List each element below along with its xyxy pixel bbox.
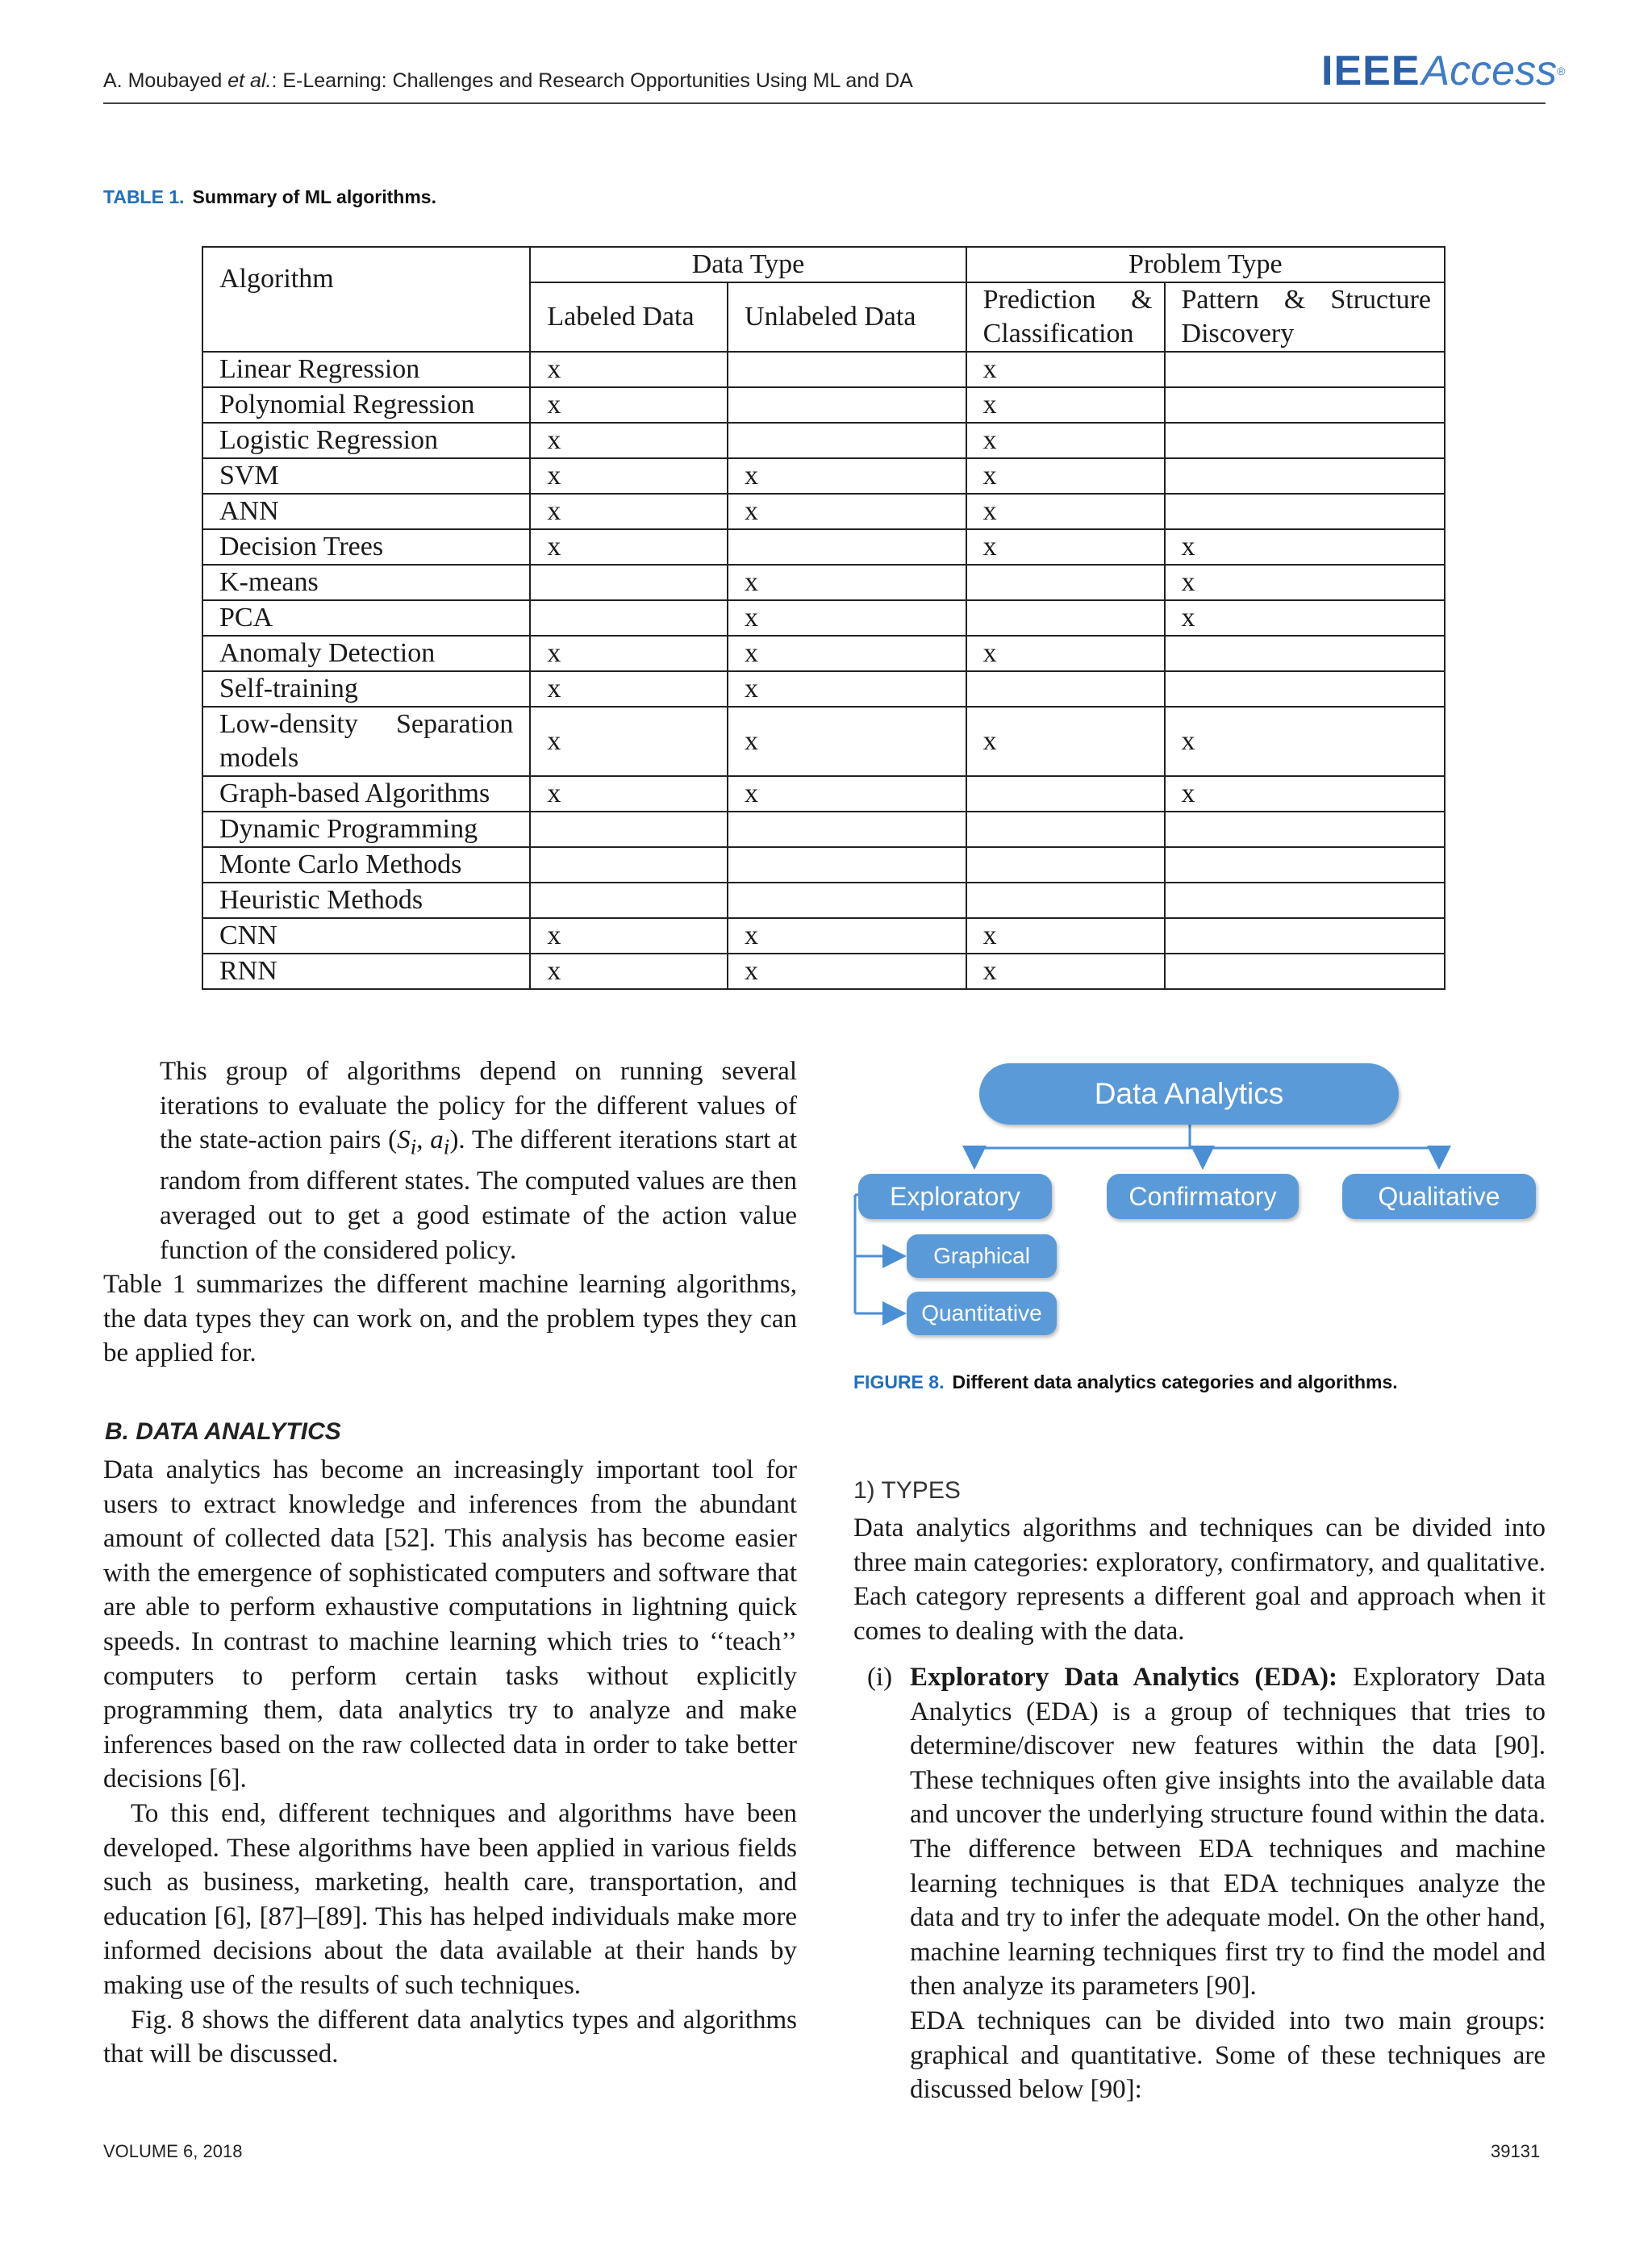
table-row bbox=[202, 954, 1445, 989]
logo-ieee: IEEE bbox=[1321, 48, 1420, 94]
table-row bbox=[202, 847, 1445, 883]
running-head bbox=[103, 69, 913, 93]
cell-labeled: x bbox=[530, 494, 728, 529]
node-quantitative: Quantitative bbox=[907, 1292, 1057, 1335]
table-row bbox=[202, 565, 1445, 600]
logo-access: Access bbox=[1421, 48, 1558, 94]
cell-labeled: x bbox=[530, 423, 728, 458]
table-summary-paragraph: Table 1 summarizes the different machine learning algorithms, the data types they can work on, and the problem types they can be applied for. bbox=[103, 1270, 797, 1368]
cell-pattern bbox=[1165, 671, 1445, 707]
cell-pattern: x bbox=[1165, 600, 1445, 636]
cell-unlabeled: x bbox=[728, 954, 966, 989]
cell-unlabeled bbox=[728, 529, 966, 565]
cell-unlabeled: x bbox=[728, 776, 966, 812]
cell-labeled: x bbox=[530, 954, 728, 989]
cell-algorithm: CNN bbox=[202, 918, 530, 954]
table-row bbox=[202, 352, 1445, 387]
cell-pattern: x bbox=[1165, 707, 1445, 776]
cell-algorithm: K-means bbox=[202, 565, 530, 600]
cell-pattern bbox=[1165, 352, 1445, 387]
cell-labeled bbox=[530, 812, 728, 847]
col-header-unlabeled: Unlabeled Data bbox=[728, 282, 966, 352]
cell-prediction bbox=[966, 776, 1165, 812]
cell-algorithm: Low-density Separation models bbox=[202, 707, 530, 776]
cell-prediction bbox=[966, 812, 1165, 847]
cell-algorithm: Monte Carlo Methods bbox=[202, 847, 530, 883]
cell-labeled: x bbox=[530, 776, 728, 812]
cell-algorithm: Linear Regression bbox=[202, 352, 530, 387]
ml-algorithms-table bbox=[202, 246, 1446, 990]
cell-unlabeled: x bbox=[728, 494, 966, 529]
cell-pattern bbox=[1165, 387, 1445, 423]
node-graphical: Graphical bbox=[907, 1234, 1057, 1278]
cell-labeled: x bbox=[530, 529, 728, 565]
cell-pattern bbox=[1165, 494, 1445, 529]
node-confirmatory: Confirmatory bbox=[1107, 1174, 1299, 1219]
cell-unlabeled bbox=[728, 847, 966, 883]
node-qualitative: Qualitative bbox=[1342, 1174, 1536, 1219]
cell-labeled: x bbox=[530, 671, 728, 707]
node-data-analytics: Data Analytics bbox=[979, 1063, 1399, 1125]
cell-prediction: x bbox=[966, 494, 1165, 529]
running-head-authors: A. Moubayed bbox=[103, 69, 228, 92]
table-row bbox=[202, 883, 1445, 918]
running-head-title: : E-Learning: Challenges and Research Opportunities Using ML and DA bbox=[271, 69, 913, 92]
header-rule bbox=[103, 102, 1546, 104]
cell-labeled: x bbox=[530, 352, 728, 387]
cell-algorithm: Polynomial Regression bbox=[202, 387, 530, 423]
cell-labeled: x bbox=[530, 707, 728, 776]
cell-algorithm: Logistic Regression bbox=[202, 423, 530, 458]
table-label: TABLE 1. bbox=[103, 186, 185, 207]
subsection-heading-types: 1) TYPES bbox=[853, 1477, 961, 1504]
cell-unlabeled: x bbox=[728, 458, 966, 494]
cell-unlabeled: x bbox=[728, 707, 966, 776]
cell-labeled: x bbox=[530, 636, 728, 671]
table-row bbox=[202, 671, 1445, 707]
cell-prediction: x bbox=[966, 423, 1165, 458]
running-head-etal: et al. bbox=[227, 69, 272, 92]
cell-algorithm: Anomaly Detection bbox=[202, 636, 530, 671]
section-heading-data-analytics: B. DATA ANALYTICS bbox=[105, 1418, 341, 1445]
cell-unlabeled bbox=[728, 812, 966, 847]
cell-labeled: x bbox=[530, 458, 728, 494]
table-row bbox=[202, 458, 1445, 494]
cell-prediction: x bbox=[966, 954, 1165, 989]
cell-labeled: x bbox=[530, 918, 728, 954]
cell-prediction: x bbox=[966, 352, 1165, 387]
cell-labeled: x bbox=[530, 387, 728, 423]
cell-pattern bbox=[1165, 883, 1445, 918]
eda-term: Exploratory Data Analytics (EDA): bbox=[910, 1663, 1338, 1692]
cell-unlabeled bbox=[728, 883, 966, 918]
cell-algorithm: Self-training bbox=[202, 671, 530, 707]
table-row bbox=[202, 423, 1445, 458]
cell-prediction bbox=[966, 565, 1165, 600]
table-row bbox=[202, 529, 1445, 565]
cell-algorithm: Graph-based Algorithms bbox=[202, 776, 530, 812]
data-analytics-body: Data analytics has become an increasingly important tool for users to extract knowledge and inferences from the abundant amount of collected data [52]. This analysis has become easier with the emergence of sophisticated computers and software that are able to perform exhaustive computations in lightning quick speeds. In contrast to machine learning which tries to ‘‘teach’’ computers to perform certain tasks without explicitly programming them, data analytics try to analyze and make inferences based on the raw collected data in order to take better decisions [6]. To this end, different techniques and algorithms have been developed. These algorithms have been applied in various fields such as business, marketing, health care, transportation, and education [6], [87]–[89]. This has helped individuals make more informed decisions about the data available at their hands by making use of the results of such techniques. Fig. 8 shows the different data analytics types and algorithms that will be discussed. bbox=[103, 1455, 797, 2069]
cell-pattern bbox=[1165, 458, 1445, 494]
cell-unlabeled: x bbox=[728, 918, 966, 954]
cell-pattern bbox=[1165, 636, 1445, 671]
cell-unlabeled bbox=[728, 423, 966, 458]
cell-algorithm: Dynamic Programming bbox=[202, 812, 530, 847]
cell-prediction: x bbox=[966, 918, 1165, 954]
col-header-labeled: Labeled Data bbox=[530, 282, 728, 352]
cell-unlabeled: x bbox=[728, 636, 966, 671]
table-row bbox=[202, 812, 1445, 847]
cell-unlabeled bbox=[728, 352, 966, 387]
cell-pattern bbox=[1165, 847, 1445, 883]
col-header-prediction: Prediction & Classification bbox=[966, 282, 1165, 352]
cell-unlabeled bbox=[728, 387, 966, 423]
table-caption bbox=[103, 186, 436, 208]
cell-prediction bbox=[966, 671, 1165, 707]
cell-prediction bbox=[966, 883, 1165, 918]
cell-unlabeled: x bbox=[728, 600, 966, 636]
table-row bbox=[202, 387, 1445, 423]
types-paragraph: Data analytics algorithms and techniques can be divided into three main categories: exploratory, confirmatory, and qualitative. Each category represents a different goal and approach when it comes to dealing with the data. bbox=[853, 1513, 1546, 1646]
cell-unlabeled: x bbox=[728, 565, 966, 600]
cell-prediction: x bbox=[966, 707, 1165, 776]
cell-prediction: x bbox=[966, 387, 1165, 423]
col-header-pattern: Pattern & Structure Discovery bbox=[1165, 282, 1445, 352]
cell-pattern bbox=[1165, 918, 1445, 954]
table-row bbox=[202, 918, 1445, 954]
cell-labeled bbox=[530, 883, 728, 918]
cell-prediction bbox=[966, 847, 1165, 883]
cell-prediction: x bbox=[966, 636, 1165, 671]
monte-carlo-paragraph: This group of algorithms depend on running several iterations to evaluate the policy for the different values of the state-action pairs ($S_i$, $a_i$). The different iterations start at random from different states. The computed values are then averaged out to get a good estimate of the action value function of the considered policy. bbox=[160, 1057, 798, 1265]
list-item-marker: (i) bbox=[867, 1663, 893, 1692]
figure-label: FIGURE 8. bbox=[853, 1371, 945, 1392]
eda-list-item: Exploratory Data Analytics (EDA): Exploratory Data Analytics (EDA) is a group of techniques that tries to determine/discover new features within the data [90]. These techniques often give insights into the available data and uncover the underlying structure found within the data. The difference between EDA techniques and machine learning techniques is that EDA techniques analyze the data and try to infer the adequate model. On the other hand, machine learning techniques first try to find the model and then analyze its parameters [90]. EDA techniques can be divided into two main groups: graphical and quantitative. Some of these techniques are discussed below [90]: bbox=[910, 1663, 1546, 2105]
node-exploratory: Exploratory bbox=[858, 1174, 1052, 1219]
cell-pattern: x bbox=[1165, 776, 1445, 812]
cell-unlabeled: x bbox=[728, 671, 966, 707]
cell-labeled bbox=[530, 847, 728, 883]
group-header-problem-type: Problem Type bbox=[966, 247, 1445, 282]
figure-title: Different data analytics categories and algorithms. bbox=[952, 1371, 1398, 1392]
cell-algorithm: ANN bbox=[202, 494, 530, 529]
cell-pattern bbox=[1165, 954, 1445, 989]
cell-labeled bbox=[530, 600, 728, 636]
cell-prediction: x bbox=[966, 529, 1165, 565]
cell-prediction: x bbox=[966, 458, 1165, 494]
cell-pattern bbox=[1165, 812, 1445, 847]
cell-pattern: x bbox=[1165, 529, 1445, 565]
cell-pattern bbox=[1165, 423, 1445, 458]
table-row bbox=[202, 776, 1445, 812]
table-row bbox=[202, 636, 1445, 671]
cell-algorithm: Decision Trees bbox=[202, 529, 530, 565]
table-row bbox=[202, 707, 1445, 776]
figure-caption bbox=[853, 1371, 1398, 1393]
table-body bbox=[202, 352, 1445, 989]
table-row bbox=[202, 600, 1445, 636]
ieee-access-logo bbox=[1321, 47, 1565, 95]
cell-labeled bbox=[530, 565, 728, 600]
cell-algorithm: RNN bbox=[202, 954, 530, 989]
cell-algorithm: Heuristic Methods bbox=[202, 883, 530, 918]
cell-algorithm: PCA bbox=[202, 600, 530, 636]
col-header-algorithm: Algorithm bbox=[202, 247, 530, 352]
cell-prediction bbox=[966, 600, 1165, 636]
volume-info: VOLUME 6, 2018 bbox=[103, 2141, 243, 2161]
cell-algorithm: SVM bbox=[202, 458, 530, 494]
group-header-data-type: Data Type bbox=[530, 247, 966, 282]
figure-8-diagram bbox=[847, 1057, 1549, 1347]
cell-pattern: x bbox=[1165, 565, 1445, 600]
table-title: Summary of ML algorithms. bbox=[192, 186, 436, 207]
logo-registered-mark: ® bbox=[1557, 65, 1566, 77]
table-row bbox=[202, 494, 1445, 529]
page-number: 39131 bbox=[1491, 2141, 1541, 2161]
